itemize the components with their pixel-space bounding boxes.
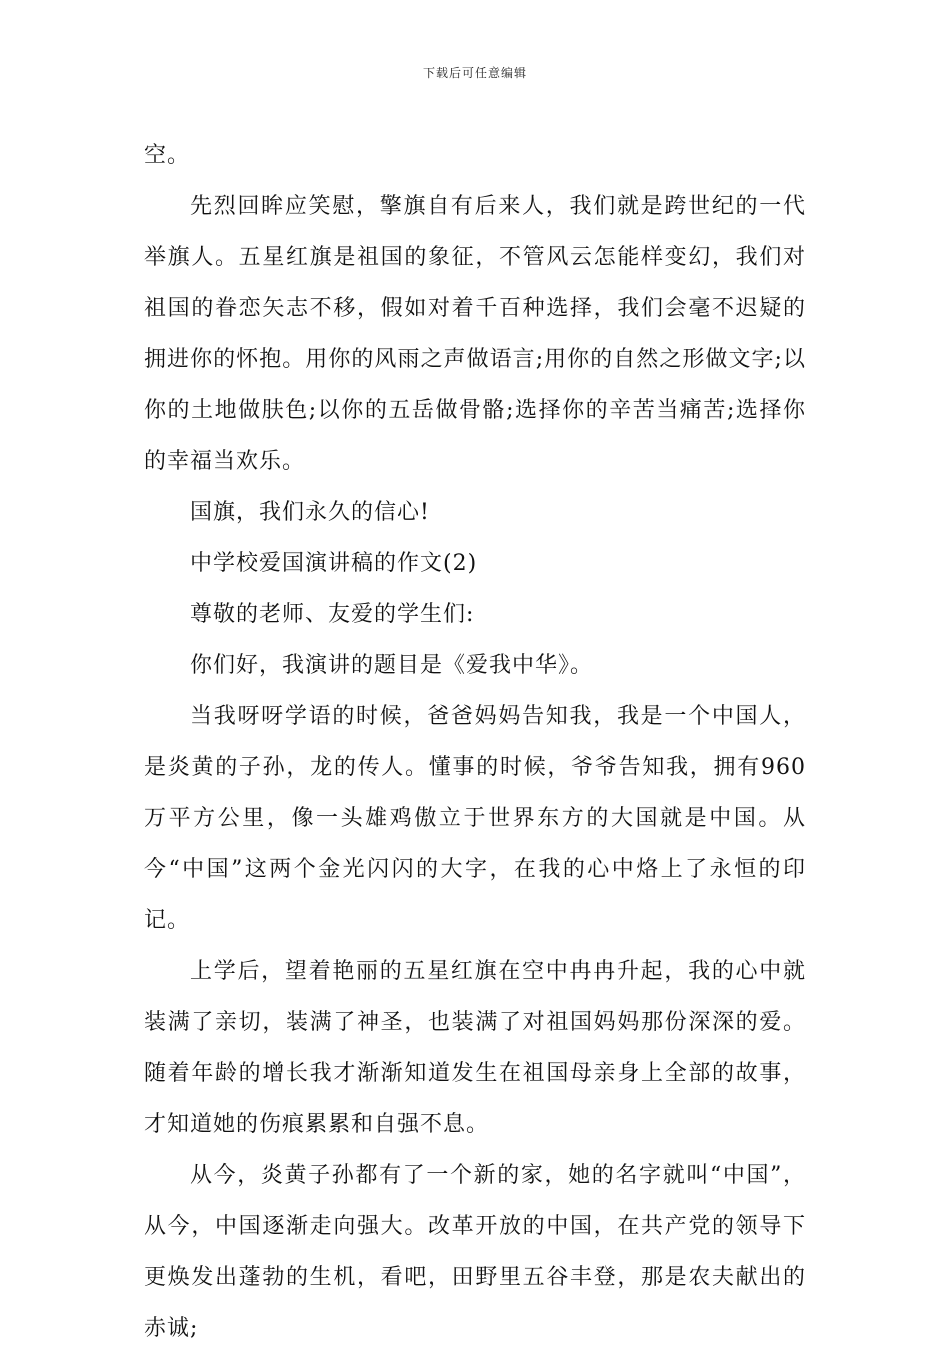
paragraph-3: 国旗，我们永久的信心! (190, 500, 430, 525)
page-header: 下载后可任意编辑 (422, 66, 527, 80)
paragraph-2: 先烈回眸应笑慰，擎旗自有后来人，我们就是跨世纪的一代举旗人。五星红旗是祖国的象征，不管风云怎能样变幻，我们对祖国的眷恋矢志不移，假如对着千百种选择，我们会毫不迟疑的拥进你的怀抱。用你的风雨之声做语言;用你的自然之形做文字;以你的土地做肤色;以你的五岳做骨骼;选择你的辛苦当痛苦;选择你的幸福当欢乐。 (144, 194, 806, 474)
paragraph-9: 从今，炎黄子孙都有了一个新的家，她的名字就叫“中国”，从今，中国逐渐走向强大。改革开放的中国，在共产党的领导下更焕发出蓬勃的生机，看吧，田野里五谷丰登，那是农夫献出的赤诚; (144, 1163, 806, 1341)
paragraph-8: 上学后，望着艳丽的五星红旗在空中冉冉升起，我的心中就装满了亲切，装满了神圣，也装满了对祖国妈妈那份深深的爱。随着年龄的增长我才渐渐知道发生在祖国母亲身上全部的故事，才知道她的伤痕累累和自强不息。 (144, 959, 806, 1137)
document-body (144, 130, 806, 1354)
paragraph-1: 空。 (144, 143, 191, 168)
section-title: 中学校爱国演讲稿的作文(2) (190, 551, 478, 576)
paragraph-6: 你们好，我演讲的题目是《爱我中华》。 (190, 653, 594, 678)
paragraph-7: 当我呀呀学语的时候，爸爸妈妈告知我，我是一个中国人，是炎黄的子孙，龙的传人。懂事的时候，爷爷告知我，拥有960万平方公里，像一头雄鸡傲立于世界东方的大国就是中国。从今“中国”这两个金光闪闪的大字，在我的心中烙上了永恒的印记。 (144, 704, 806, 933)
salutation: 尊敬的老师、友爱的学生们: (190, 602, 475, 627)
